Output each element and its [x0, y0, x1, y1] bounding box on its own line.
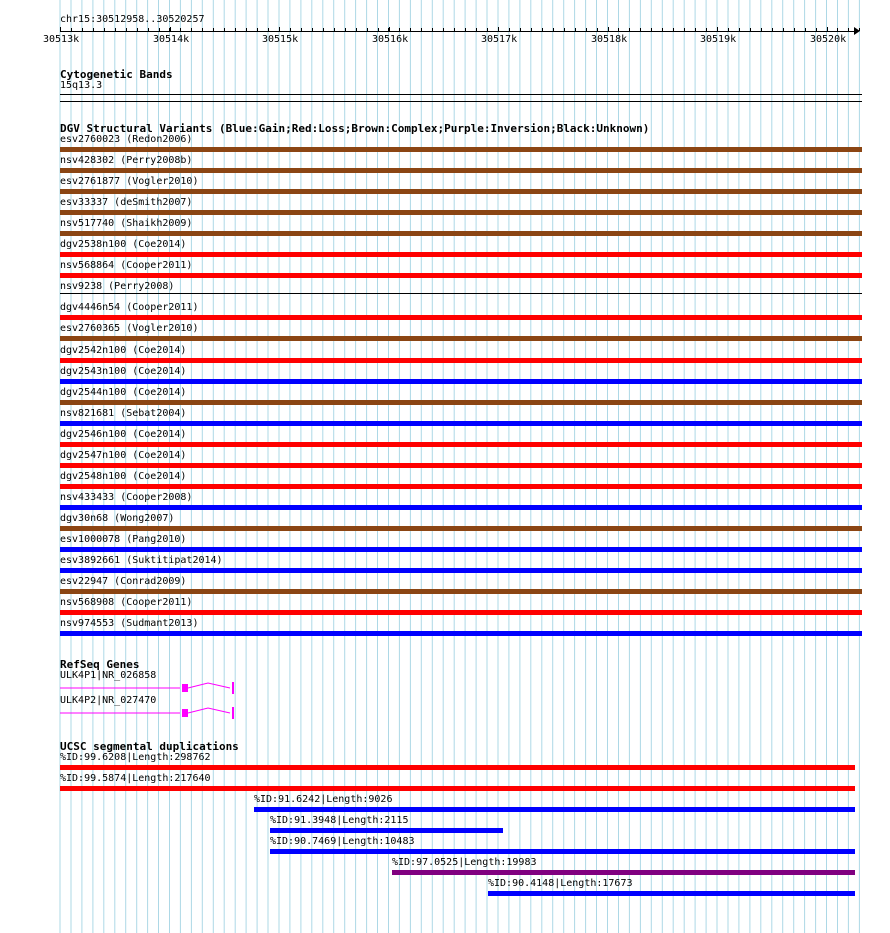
- ruler-minor-tick: [586, 28, 587, 31]
- ruler-minor-tick: [750, 28, 751, 31]
- ruler-minor-tick: [695, 28, 696, 31]
- ruler-minor-tick: [673, 28, 674, 31]
- segdup-bar[interactable]: [60, 765, 855, 770]
- ruler-minor-tick: [520, 28, 521, 31]
- ruler-minor-tick: [159, 28, 160, 31]
- ruler-minor-tick: [421, 28, 422, 31]
- segdup-label[interactable]: %ID:97.0525|Length:19983: [392, 857, 537, 868]
- ruler-minor-tick: [82, 28, 83, 31]
- segdup-bar[interactable]: [270, 828, 503, 833]
- variant-label[interactable]: nsv821681 (Sebat2004): [60, 408, 187, 419]
- ruler-minor-tick: [772, 28, 773, 31]
- cytoband-label[interactable]: 15q13.3: [60, 80, 103, 91]
- ruler-minor-tick: [531, 28, 532, 31]
- ruler-minor-tick: [476, 28, 477, 31]
- ruler-minor-tick: [71, 28, 72, 31]
- variant-bar[interactable]: [60, 210, 862, 215]
- ruler-minor-tick: [257, 28, 258, 31]
- ruler-minor-tick: [202, 28, 203, 31]
- segdup-label[interactable]: %ID:91.6242|Length:9026: [254, 794, 393, 805]
- segdup-label[interactable]: %ID:90.7469|Length:10483: [270, 836, 415, 847]
- variant-bar[interactable]: [60, 589, 862, 594]
- ruler-minor-tick: [608, 28, 609, 31]
- ruler-minor-tick: [148, 28, 149, 31]
- ruler-minor-tick: [859, 28, 860, 31]
- variant-bar[interactable]: [60, 231, 862, 236]
- ruler-minor-tick: [794, 28, 795, 31]
- variant-label[interactable]: nsv974553 (Sudmant2013): [60, 618, 199, 629]
- ruler-minor-tick: [454, 28, 455, 31]
- ruler-minor-tick: [629, 28, 630, 31]
- ruler-minor-tick: [662, 28, 663, 31]
- variant-label[interactable]: dgv2544n100 (Coe2014): [60, 387, 187, 398]
- variant-label[interactable]: dgv2548n100 (Coe2014): [60, 471, 187, 482]
- ruler-minor-tick: [334, 28, 335, 31]
- ruler-minor-tick: [301, 28, 302, 31]
- ruler-minor-tick: [213, 28, 214, 31]
- variant-bar[interactable]: [60, 168, 862, 173]
- variant-bar[interactable]: [60, 463, 862, 468]
- segdups-track-title: UCSC segmental duplications: [60, 740, 239, 753]
- ruler-minor-tick: [268, 28, 269, 31]
- ruler-minor-tick: [651, 28, 652, 31]
- ruler-minor-tick: [279, 28, 280, 31]
- ruler-minor-tick: [827, 28, 828, 31]
- gene-label[interactable]: ULK4P1|NR_026858: [60, 670, 157, 681]
- variant-label[interactable]: nsv428302 (Perry2008b): [60, 155, 193, 166]
- variant-bar[interactable]: [60, 505, 862, 510]
- ruler-minor-tick: [126, 28, 127, 31]
- segdup-label[interactable]: %ID:90.4148|Length:17673: [488, 878, 633, 889]
- ruler-minor-tick: [399, 28, 400, 31]
- segdup-label[interactable]: %ID:99.6208|Length:298762: [60, 752, 211, 763]
- variant-label[interactable]: dgv2546n100 (Coe2014): [60, 429, 187, 440]
- ruler-minor-tick: [542, 28, 543, 31]
- variant-label[interactable]: dgv30n68 (Wong2007): [60, 513, 175, 524]
- ruler-minor-tick: [717, 28, 718, 31]
- ruler-minor-tick: [739, 28, 740, 31]
- region-label: chr15:30512958..30520257: [60, 14, 205, 25]
- ruler-minor-tick: [432, 28, 433, 31]
- ruler-minor-tick: [465, 28, 466, 31]
- segdup-bar[interactable]: [270, 849, 855, 854]
- variant-label[interactable]: esv33337 (deSmith2007): [60, 197, 193, 208]
- ruler-minor-tick: [564, 28, 565, 31]
- variant-label[interactable]: esv2760023 (Redon2006): [60, 134, 193, 145]
- cytoband-bottom-border: [60, 101, 862, 102]
- ruler-minor-tick: [706, 28, 707, 31]
- ruler-minor-tick: [367, 28, 368, 31]
- variant-label[interactable]: esv2761877 (Vogler2010): [60, 176, 199, 187]
- variant-label[interactable]: nsv433433 (Cooper2008): [60, 492, 193, 503]
- ruler-tick-label: 30518k: [591, 34, 628, 45]
- ruler-minor-tick: [323, 28, 324, 31]
- ruler-minor-tick: [728, 28, 729, 31]
- variant-bar[interactable]: [60, 379, 862, 384]
- gene-model-ulk4p2[interactable]: [58, 706, 238, 720]
- ruler-minor-tick: [312, 28, 313, 31]
- ruler-minor-tick: [345, 28, 346, 31]
- ruler-minor-tick: [410, 28, 411, 31]
- ruler-minor-tick: [60, 28, 61, 31]
- ruler-minor-tick: [618, 28, 619, 31]
- ruler-minor-tick: [848, 28, 849, 31]
- variant-label[interactable]: nsv568908 (Cooper2011): [60, 597, 193, 608]
- variant-bar[interactable]: [60, 293, 862, 294]
- ruler-minor-tick: [356, 28, 357, 31]
- variant-bar[interactable]: [60, 273, 862, 278]
- ruler-minor-tick: [169, 28, 170, 31]
- ruler-tick-label: 30515k: [262, 34, 299, 45]
- variant-label[interactable]: nsv568864 (Cooper2011): [60, 260, 193, 271]
- ruler-minor-tick: [597, 28, 598, 31]
- variant-label[interactable]: dgv2543n100 (Coe2014): [60, 366, 187, 377]
- ruler-axis: [60, 31, 858, 32]
- segdup-bar[interactable]: [254, 807, 855, 812]
- variant-bar[interactable]: [60, 442, 862, 447]
- variant-bar[interactable]: [60, 147, 862, 152]
- ruler-minor-tick: [640, 28, 641, 31]
- variant-label[interactable]: dgv2538n100 (Coe2014): [60, 239, 187, 250]
- ruler-minor-tick: [246, 28, 247, 31]
- variant-label[interactable]: dgv4446n54 (Cooper2011): [60, 302, 199, 313]
- segdup-bar[interactable]: [60, 786, 855, 791]
- variant-bar[interactable]: [60, 358, 862, 363]
- variant-bar[interactable]: [60, 610, 862, 615]
- variant-label[interactable]: esv22947 (Conrad2009): [60, 576, 187, 587]
- ruler-minor-tick: [783, 28, 784, 31]
- ruler-minor-tick: [487, 28, 488, 31]
- ruler-tick-label: 30519k: [700, 34, 737, 45]
- ruler-minor-tick: [191, 28, 192, 31]
- ruler-minor-tick: [684, 28, 685, 31]
- ruler-minor-tick: [443, 28, 444, 31]
- gene-label[interactable]: ULK4P2|NR_027470: [60, 695, 157, 706]
- ruler-minor-tick: [137, 28, 138, 31]
- dgv-track-title: DGV Structural Variants (Blue:Gain;Red:Loss;Brown:Complex;Purple:Inversion;Black:Unknown): [60, 122, 650, 135]
- ruler-minor-tick: [378, 28, 379, 31]
- segdup-label[interactable]: %ID:99.5874|Length:217640: [60, 773, 211, 784]
- ruler-major-tick: [389, 27, 390, 32]
- ruler-tick-label: 30516k: [372, 34, 409, 45]
- variant-bar[interactable]: [60, 315, 862, 320]
- variant-label[interactable]: dgv2542n100 (Coe2014): [60, 345, 187, 356]
- ruler-tick-label: 30514k: [153, 34, 190, 45]
- ruler-minor-tick: [180, 28, 181, 31]
- ruler-minor-tick: [498, 28, 499, 31]
- variant-bar[interactable]: [60, 421, 862, 426]
- variant-label[interactable]: nsv517740 (Shaikh2009): [60, 218, 193, 229]
- variant-bar[interactable]: [60, 526, 862, 531]
- variant-label[interactable]: dgv2547n100 (Coe2014): [60, 450, 187, 461]
- ruler-tick-label: 30513k: [43, 34, 80, 45]
- ruler-tick-label: 30517k: [481, 34, 518, 45]
- variant-bar[interactable]: [60, 400, 862, 405]
- segdup-label[interactable]: %ID:91.3948|Length:2115: [270, 815, 409, 826]
- ruler-minor-tick: [575, 28, 576, 31]
- segdup-bar[interactable]: [488, 891, 855, 896]
- variant-bar[interactable]: [60, 547, 862, 552]
- ruler-minor-tick: [104, 28, 105, 31]
- ruler-minor-tick: [837, 28, 838, 31]
- variant-bar[interactable]: [60, 568, 862, 573]
- ruler-minor-tick: [115, 28, 116, 31]
- segdup-bar[interactable]: [392, 870, 855, 875]
- ruler-minor-tick: [816, 28, 817, 31]
- ruler-minor-tick: [509, 28, 510, 31]
- variant-label[interactable]: esv3892661 (Suktitipat2014): [60, 555, 223, 566]
- variant-bar[interactable]: [60, 336, 862, 341]
- ruler-minor-tick: [388, 28, 389, 31]
- cytobands-track-title: Cytogenetic Bands: [60, 68, 173, 81]
- ruler-major-tick: [170, 27, 171, 32]
- variant-bar[interactable]: [60, 189, 862, 194]
- cytoband-top-border: [60, 94, 862, 95]
- variant-label[interactable]: esv1000078 (Pang2010): [60, 534, 187, 545]
- variant-bar[interactable]: [60, 484, 862, 489]
- ruler-minor-tick: [93, 28, 94, 31]
- ruler-minor-tick: [290, 28, 291, 31]
- ruler-minor-tick: [224, 28, 225, 31]
- variant-bar[interactable]: [60, 252, 862, 257]
- ruler-minor-tick: [761, 28, 762, 31]
- variant-label[interactable]: esv2760365 (Vogler2010): [60, 323, 199, 334]
- ruler-minor-tick: [553, 28, 554, 31]
- refseq-track-title: RefSeq Genes: [60, 658, 140, 671]
- ruler-tick-label: 30520k: [810, 34, 847, 45]
- ruler-minor-tick: [235, 28, 236, 31]
- variant-bar[interactable]: [60, 631, 862, 636]
- ruler-minor-tick: [805, 28, 806, 31]
- variant-label[interactable]: nsv9238 (Perry2008): [60, 281, 175, 292]
- gene-model-ulk4p1[interactable]: [58, 681, 238, 695]
